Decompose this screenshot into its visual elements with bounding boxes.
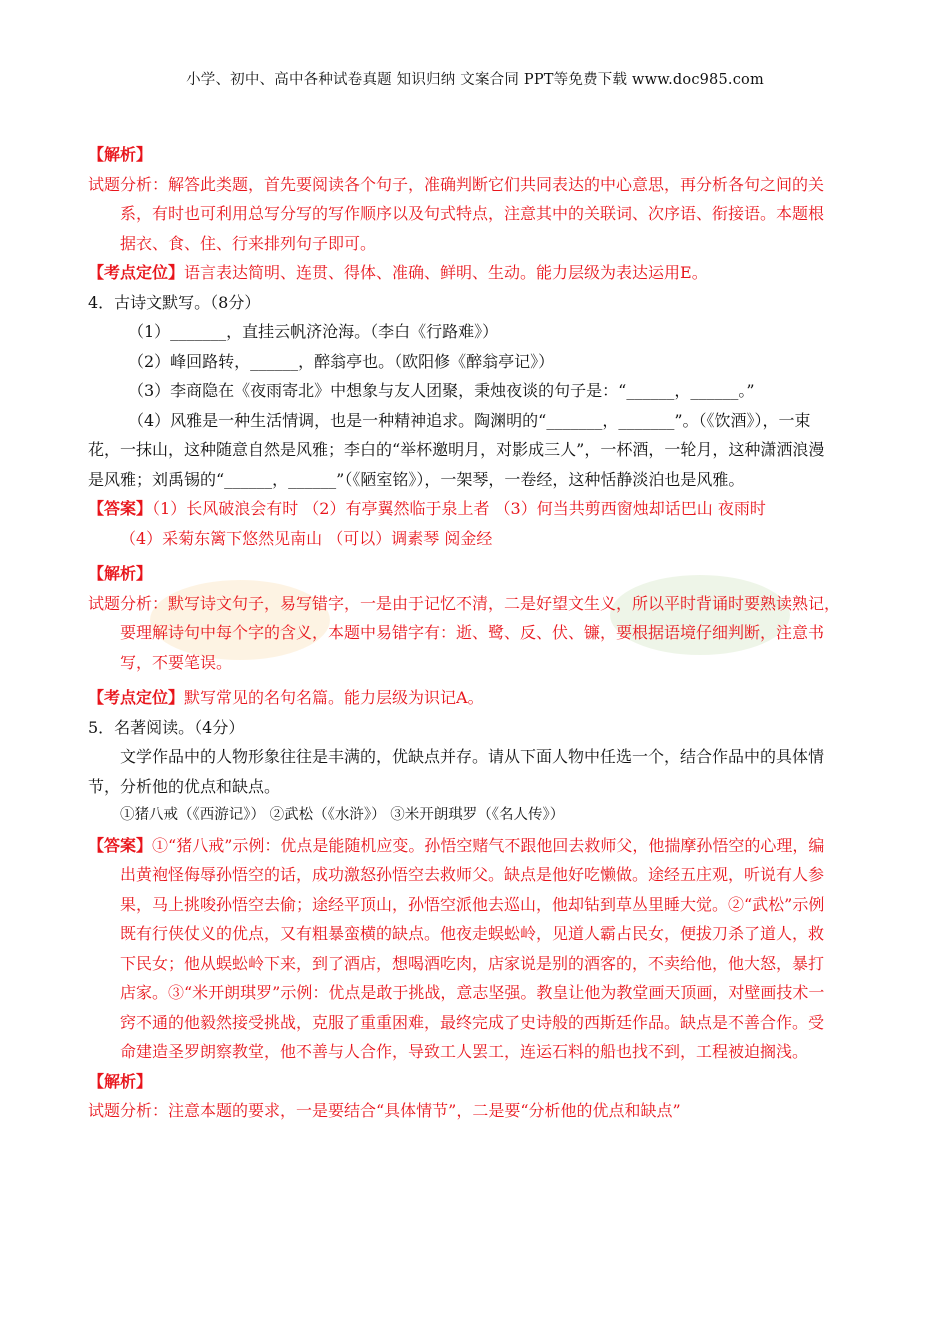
- question-item: 花，一抹山，这种随意自然是风雅；李白的“举杯邀明月，对影成三人”，一杯酒，一轮月，这种潇洒浪漫: [88, 440, 825, 459]
- answer-line: 命建造圣罗朗察教堂，他不善与人合作，导致工人罢工，连运石料的船也找不到，工程被迫搁浅。: [120, 1042, 809, 1061]
- answer-tag: 【答案】: [88, 835, 153, 855]
- question-item: （4）风雅是一种生活情调，也是一种精神追求。陶渊明的“_______，_______”。（《饮酒》），一束: [128, 410, 811, 430]
- analysis-line: 系，有时也可利用总写分写的写作顺序以及句式特点，注意其中的关联词、次序语、衔接语。本题根: [120, 204, 825, 223]
- question-item: （2）峰回路转，______，醉翁亭也。（欧阳修《醉翁亭记》）: [128, 351, 555, 371]
- question-title: 4．古诗文默写。（8分）: [88, 292, 261, 312]
- analysis-line: 据衣、食、住、行来排列句子即可。: [120, 233, 377, 253]
- answer-line: 果，马上挑唆孙悟空去偷；途经平顶山，孙悟空派他去巡山，他却钻到草丛里睡大觉。②“武松”示例: [120, 894, 825, 914]
- question-title: 5．名著阅读。（4分）: [88, 717, 245, 737]
- analysis-line: 要理解诗句中每个字的含义，本题中易错字有：逝、鹭、反、伏、镰，要根据语境仔细判断，注意书: [120, 623, 825, 642]
- answer-line: 既有行侠仗义的优点，又有粗暴蛮横的缺点。他夜走蜈蚣岭，见道人霸占民女，便拔刀杀了道人，救: [120, 924, 825, 943]
- question-options: ①猪八戒（《西游记》） ②武松（《水浒》） ③米开朗琪罗（《名人传》）: [120, 807, 565, 823]
- answer-line: 店家。③“米开朗琪罗”示例：优点是敢于挑战，意志坚强。教皇让他为教堂画天顶画，对壁画技术一: [120, 983, 825, 1002]
- page-header: 小学、初中、高中各种试卷真题 知识归纳 文案合同 PPT等免费下载 www.doc985.com: [186, 72, 764, 88]
- question-item: 是风雅；刘禹锡的“______，______”（《陋室铭》），一架琴，一卷经，这种恬静淡泊也是风雅。: [88, 469, 745, 489]
- kaodian-line: [88, 258, 868, 288]
- answer-text: ①“猪八戒”示例：优点是能随机应变。孙悟空赌气不跟他回去救师父，他揣摩孙悟空的心理，编: [152, 835, 825, 855]
- jiexi-tag: 【解析】: [88, 1071, 153, 1091]
- analysis-line: 写，不要笔误。: [120, 652, 233, 672]
- analysis-line: 试题分析：解答此类题，首先要阅读各个句子，准确判断它们共同表达的中心意思，再分析各句之间的关: [88, 174, 825, 194]
- analysis-line: 试题分析：默写诗文句子，易写错字，一是由于记忆不清，二是好望文生义，所以平时背诵时要熟读熟记，: [88, 593, 841, 613]
- answer-line: 窍不通的他毅然接受挑战，克服了重重困难，最终完成了史诗般的西斯廷作品。缺点是不善合作。受: [120, 1012, 825, 1032]
- jiexi-tag: 【解析】: [88, 145, 153, 164]
- answer-line: 下民女；他从蜈蚣岭下来，到了酒店，想喝酒吃肉，店家说是别的酒客的，不卖给他，他大怒，暴打: [120, 953, 825, 973]
- kaodian-tag: 【考点定位】: [88, 688, 185, 707]
- analysis-line: 试题分析：注意本题的要求，一是要结合“具体情节”，二是要“分析他的优点和缺点”: [88, 1101, 681, 1120]
- document-body: [88, 140, 868, 1126]
- question-prompt: 节，分析他的优点和缺点。: [88, 776, 281, 796]
- kaodian-tag: 【考点定位】: [88, 263, 185, 282]
- kaodian-line: [88, 683, 868, 713]
- kaodian-text: 默写常见的名句名篇。能力层级为识记A。: [184, 688, 484, 707]
- kaodian-text: 语言表达简明、连贯、得体、准确、鲜明、生动。能力层级为表达运用E。: [184, 263, 708, 282]
- answer-line: [88, 831, 868, 861]
- answer-text: （1）长风破浪会有时 （2）有亭翼然临于泉上者 （3）何当共剪西窗烛却话巴山 夜雨时: [152, 499, 766, 518]
- question-item: （3）李商隐在《夜雨寄北》中想象与友人团聚，秉烛夜谈的句子是：“______，______。”: [128, 381, 755, 400]
- question-item: （1）_______，直挂云帆济沧海。（李白《行路难》）: [128, 322, 499, 341]
- answer-line: [88, 494, 868, 524]
- answer-line: 出黄袍怪侮辱孙悟空的话，成功激怒孙悟空去救师父。缺点是他好吃懒做。途经五庄观，听说有人参: [120, 865, 825, 884]
- jiexi-tag: 【解析】: [88, 564, 153, 583]
- answer-line: （4）采菊东篱下悠然见南山 （可以）调素琴 阅金经: [120, 528, 493, 548]
- question-prompt: 文学作品中的人物形象往往是丰满的，优缺点并存。请从下面人物中任选一个，结合作品中的具体情: [120, 747, 825, 766]
- answer-tag: 【答案】: [88, 499, 153, 518]
